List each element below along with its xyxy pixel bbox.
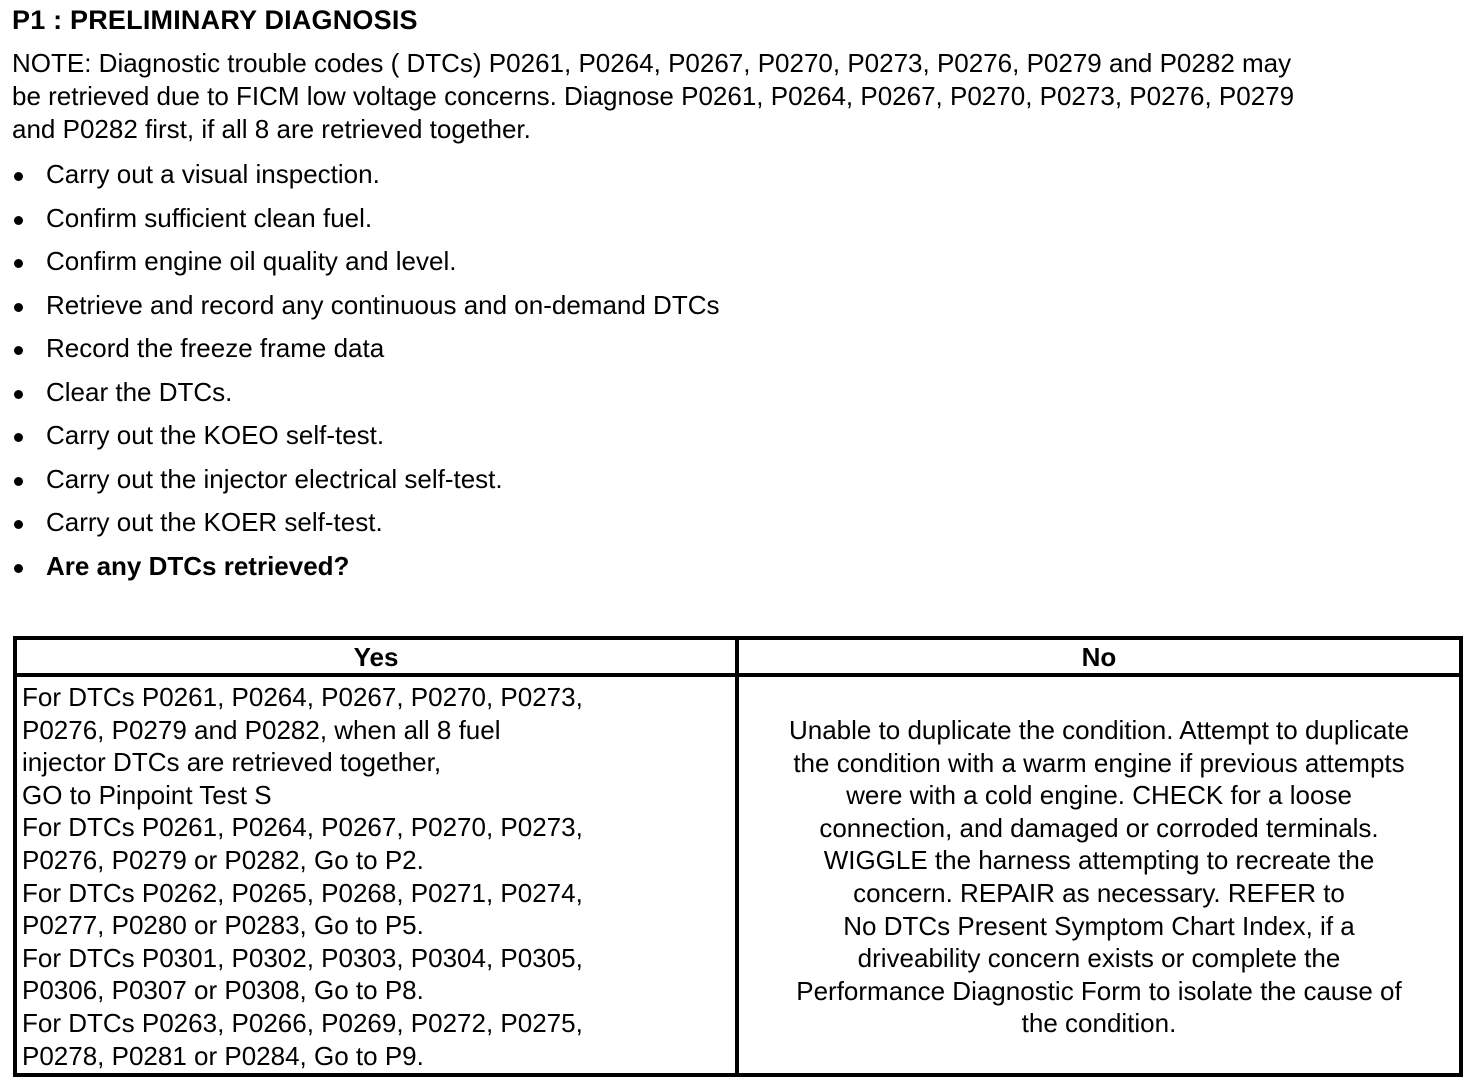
step-text: Confirm sufficient clean fuel.: [46, 202, 373, 233]
yes-line: P0277, P0280 or P0283, Go to P5.: [22, 910, 424, 941]
yes-line: P0306, P0307 or P0308, Go to P8.: [22, 975, 424, 1006]
list-item: [12, 415, 720, 459]
step-text: Carry out a visual inspection.: [46, 159, 380, 189]
note-line: be retrieved due to FICM low voltage concerns. Diagnose P0261, P0264, P0267, P0270, P0273, P0276, P0279: [12, 81, 1295, 111]
no-cell-text: [739, 677, 1459, 1040]
list-item: [12, 154, 720, 198]
list-item: [12, 459, 720, 503]
list-item-question: [12, 546, 720, 590]
no-line: driveability concern exists or complete the: [857, 943, 1341, 974]
no-line: Performance Diagnostic Form to isolate the cause of: [796, 975, 1402, 1006]
no-line: concern. REPAIR as necessary. REFER to: [853, 877, 1345, 908]
bullet-icon: [14, 216, 23, 225]
yes-cell: [15, 675, 737, 1075]
yes-column-header: Yes: [15, 638, 737, 675]
bullet-icon: [14, 564, 23, 573]
list-item: [12, 285, 720, 329]
yes-line: P0276, P0279 and P0282, when all 8 fuel: [22, 714, 501, 745]
note-paragraph: [12, 47, 1462, 146]
no-line: the condition.: [1021, 1008, 1177, 1039]
yes-line: P0278, P0281 or P0284, Go to P9.: [22, 1040, 424, 1071]
step-text: Confirm engine oil quality and level.: [46, 246, 457, 276]
yes-line: For DTCs P0262, P0265, P0268, P0271, P0274,: [22, 877, 583, 908]
no-line: connection, and damaged or corroded terminals.: [819, 812, 1379, 843]
no-line: the condition with a warm engine if previous attempts: [793, 747, 1405, 778]
yes-line: GO to Pinpoint Test S: [22, 779, 272, 810]
yes-line: For DTCs P0301, P0302, P0303, P0304, P0305,: [22, 942, 583, 973]
list-item: [12, 241, 720, 285]
bullet-icon: [14, 477, 23, 486]
no-line: No DTCs Present Symptom Chart Index, if a: [843, 910, 1355, 941]
no-line: Unable to duplicate the condition. Attempt to duplicate: [788, 715, 1410, 745]
bullet-icon: [14, 346, 23, 355]
step-text: Record the freeze frame data: [46, 333, 385, 363]
bullet-icon: [14, 259, 23, 268]
step-text: Carry out the KOEO self-test.: [46, 420, 385, 450]
yes-line: For DTCs P0261, P0264, P0267, P0270, P0273,: [22, 682, 583, 712]
yes-no-table: [13, 636, 1463, 1077]
note-line: NOTE: Diagnostic trouble codes ( DTCs) P0261, P0264, P0267, P0270, P0273, P0276, P0279 and P0282 may: [12, 48, 1292, 78]
step-text: Clear the DTCs.: [46, 376, 233, 407]
yes-line: P0276, P0279 or P0282, Go to P2.: [22, 844, 424, 875]
yes-line: injector DTCs are retrieved together,: [22, 747, 442, 778]
no-cell: [737, 675, 1461, 1075]
no-line: WIGGLE the harness attempting to recreate the: [823, 845, 1375, 876]
procedure-steps-list: [12, 154, 720, 589]
table-row: [15, 675, 1461, 1075]
bullet-icon: [14, 390, 23, 399]
no-column-header: No: [737, 638, 1461, 675]
bullet-icon: [14, 520, 23, 529]
question-text: Are any DTCs retrieved?: [46, 550, 350, 581]
bullet-icon: [14, 303, 23, 312]
step-text: Carry out the injector electrical self-test.: [46, 463, 503, 494]
list-item: [12, 372, 720, 416]
yes-line: For DTCs P0261, P0264, P0267, P0270, P0273,: [22, 812, 583, 843]
no-line: were with a cold engine. CHECK for a loose: [846, 780, 1352, 811]
list-item: [12, 198, 720, 242]
table-header-row: [15, 638, 1461, 675]
bullet-icon: [14, 433, 23, 442]
page-title: P1 : PRELIMINARY DIAGNOSIS: [12, 5, 418, 35]
step-text: Carry out the KOER self-test.: [46, 507, 383, 537]
note-line: and P0282 first, if all 8 are retrieved together.: [12, 114, 531, 144]
list-item: [12, 502, 720, 546]
yes-line: For DTCs P0263, P0266, P0269, P0272, P0275,: [22, 1007, 583, 1038]
bullet-icon: [14, 172, 23, 181]
list-item: [12, 328, 720, 372]
step-text: Retrieve and record any continuous and on-demand DTCs: [46, 289, 720, 320]
